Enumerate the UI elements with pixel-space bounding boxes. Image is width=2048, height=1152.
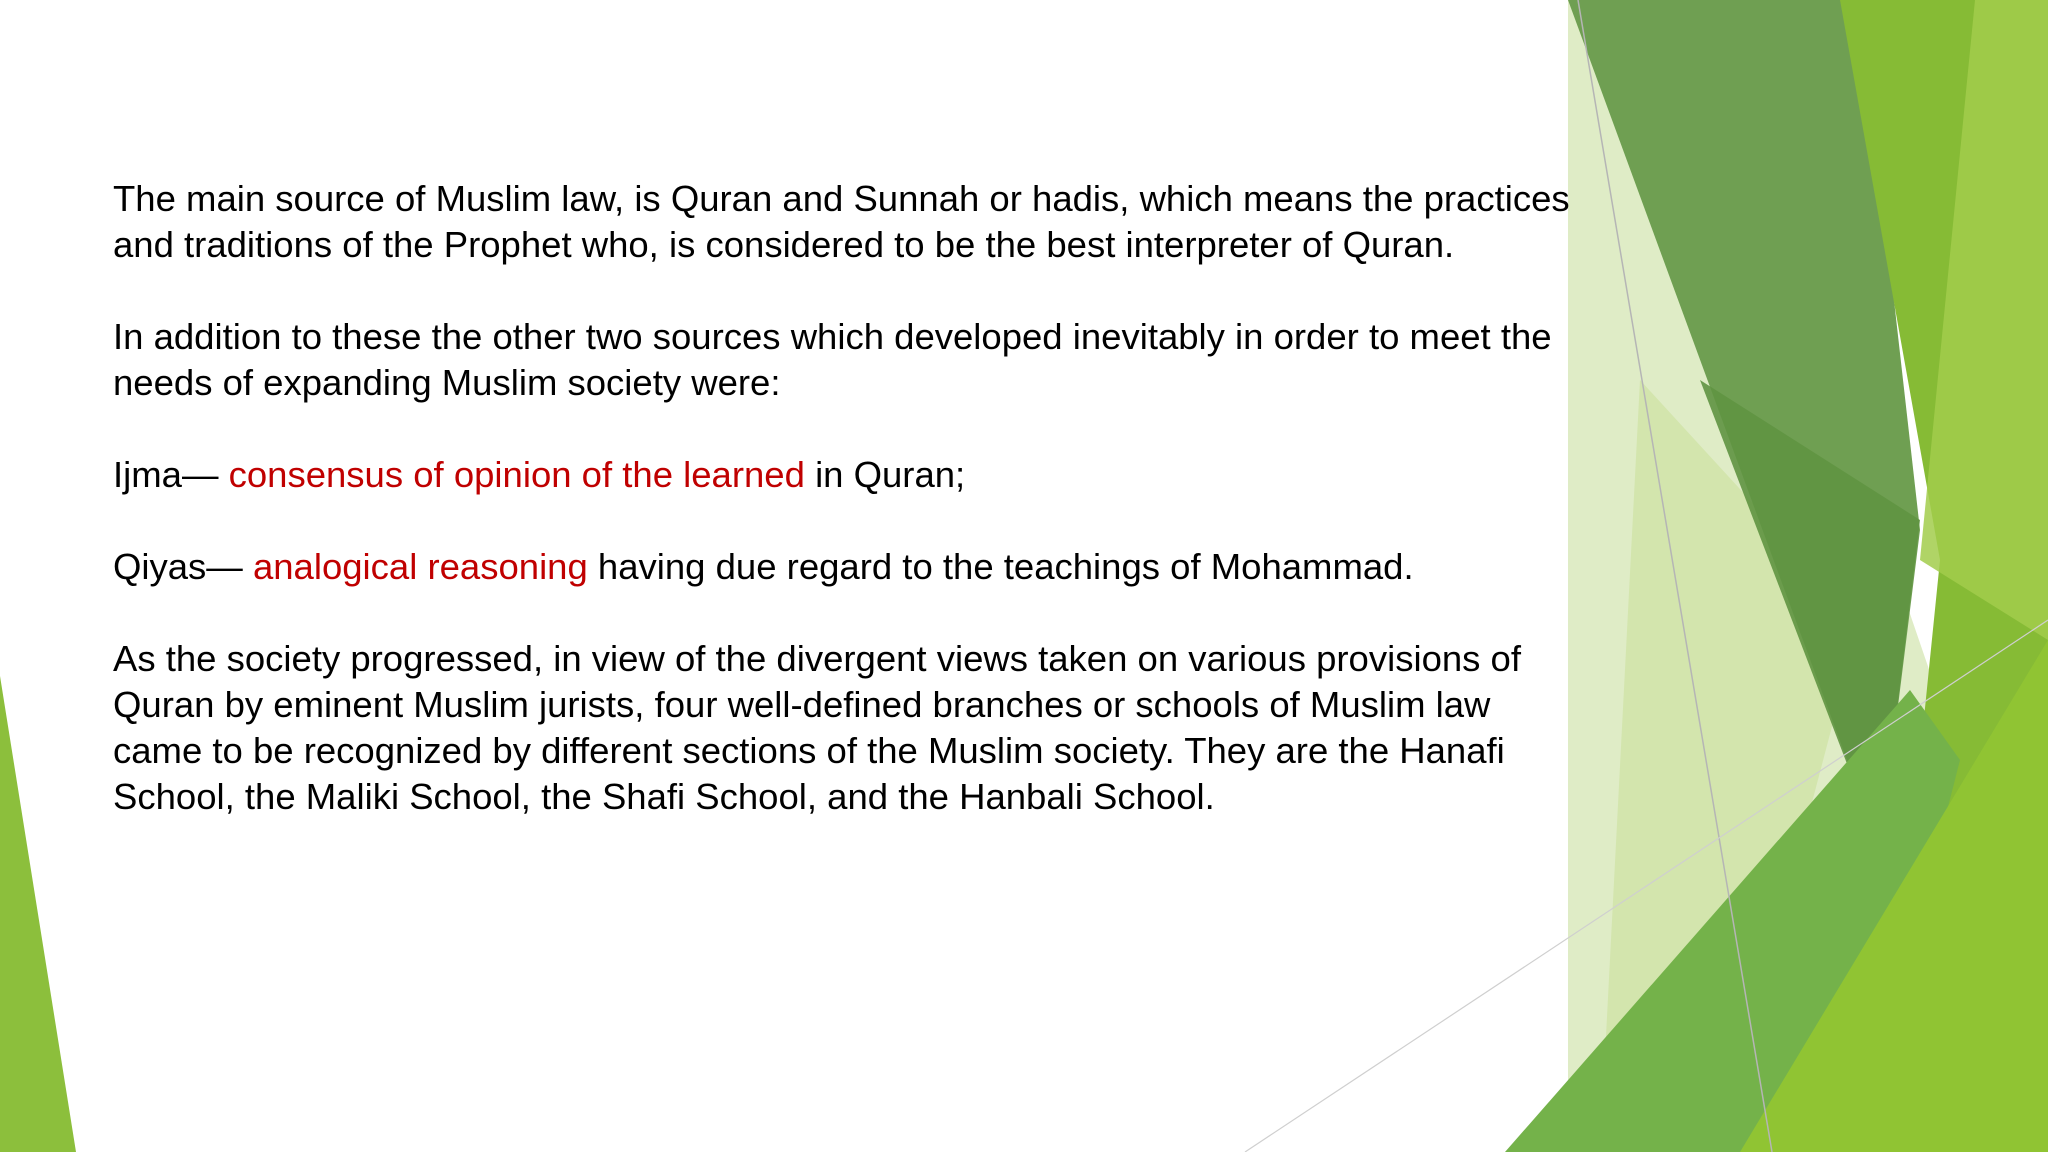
qiyas-term: Qiyas— bbox=[113, 546, 253, 587]
slide-body-text bbox=[113, 176, 1583, 820]
left-green-shape bbox=[0, 676, 76, 1152]
ijma-term: Ijma— bbox=[113, 454, 229, 495]
paragraph-other-sources: In addition to these the other two sources which developed inevitably in order to meet the needs of expanding Muslim society were: bbox=[113, 316, 1552, 403]
qiyas-highlight: analogical reasoning bbox=[252, 546, 588, 587]
ijma-rest: in Quran; bbox=[804, 454, 966, 495]
paragraph-main-source: The main source of Muslim law, is Quran and Sunnah or hadis, which means the practices and traditions of the Prophet who, is considered to be the best interpreter of Quran. bbox=[113, 178, 1570, 265]
paragraph-ijma bbox=[113, 452, 1583, 498]
paragraph-schools: As the society progressed, in view of the divergent views taken on various provisions of Quran by eminent Muslim jurists, four well-defined branches or schools of Muslim law came to be recognized by different sections of the Muslim society. They are the Hanafi School, the Maliki School, the Shafi School, and the Hanbali School. bbox=[113, 638, 1521, 817]
paragraph-qiyas bbox=[113, 544, 1583, 590]
qiyas-rest: having due regard to the teachings of Mohammad. bbox=[587, 546, 1414, 587]
ijma-highlight: consensus of opinion of the learned bbox=[228, 454, 805, 495]
